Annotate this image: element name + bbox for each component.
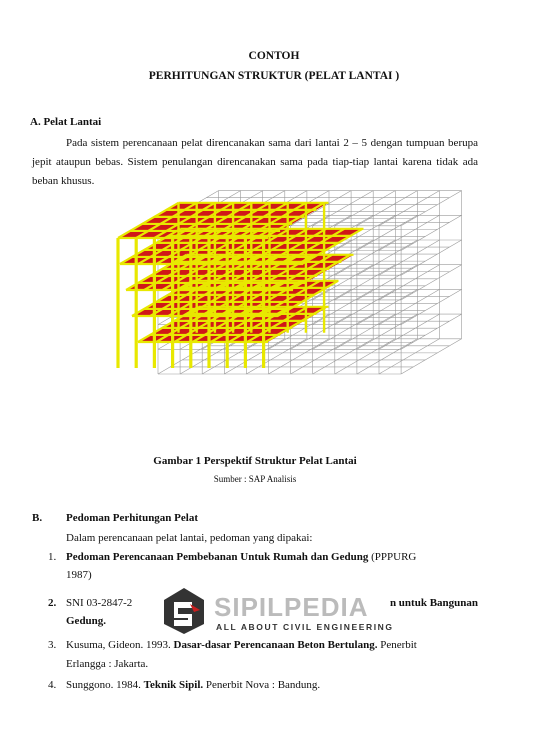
structure-3d-drawing xyxy=(100,214,414,426)
reference-detail: SNI 03-2847-2 xyxy=(66,597,133,609)
reference-author: Sunggono. 1984. xyxy=(66,679,144,691)
reference-item-1-cont: 1987) xyxy=(66,569,92,581)
document-subtitle: PERHITUNGAN STRUKTUR (PELAT LANTAI ) xyxy=(148,70,400,82)
section-b-heading: Pedoman Perhitungan Pelat xyxy=(66,512,198,524)
reference-detail: (PPPURG xyxy=(368,551,417,563)
figure-source: Sumber : SAP Analisis xyxy=(213,474,297,484)
section-b-label: B. xyxy=(32,512,43,524)
reference-item-4 xyxy=(48,676,320,694)
section-b-intro: Dalam perencanaan pelat lantai, pedoman yang dipakai: xyxy=(66,532,313,544)
figure-caption: Gambar 1 Perspektif Struktur Pelat Lantai xyxy=(153,455,357,467)
watermark-brand: SIPILPEDIA xyxy=(214,592,369,622)
sipilpedia-logo-icon xyxy=(164,588,204,634)
reference-author: Kusuma, Gideon. 1993. xyxy=(66,639,174,651)
reference-detail: Penerbit Nova : Bandung. xyxy=(203,679,321,691)
list-number: 1. xyxy=(48,551,57,563)
reference-item-3 xyxy=(48,636,478,654)
list-number: 2. xyxy=(48,597,57,609)
reference-title: Dasar-dasar Perencanaan Beton Bertulang. xyxy=(173,639,378,651)
list-number: 4. xyxy=(48,679,57,691)
document-title: CONTOH xyxy=(248,50,300,62)
reference-detail: Penerbit xyxy=(377,639,417,651)
reference-title: Teknik Sipil. xyxy=(143,679,204,691)
structure-figure xyxy=(100,214,414,426)
reference-item-3-cont: Erlangga : Jakarta. xyxy=(66,658,149,670)
watermark-tagline: ALL ABOUT CIVIL ENGINEERING xyxy=(216,622,394,632)
reference-item-2 xyxy=(48,594,132,612)
reference-title: Pedoman Perencanaan Pembebanan Untuk Rumah dan Gedung xyxy=(66,551,369,563)
reference-item-1 xyxy=(48,548,488,566)
section-a-heading: A. Pelat Lantai xyxy=(30,116,102,128)
reference-item-2-cont: Gedung. xyxy=(66,615,107,627)
section-a-paragraph: Pada sistem perencanaan pelat direncanakan sama dari lantai 2 – 5 dengan tumpuan berupa jepit ataupun bebas. Sistem penulangan direncanakan sama pada tiap-tiap lantai karena tidak ada beban khusus. xyxy=(32,137,478,187)
sipilpedia-watermark xyxy=(160,588,394,634)
list-number: 3. xyxy=(48,639,57,651)
reference-item-2-tail: n untuk Bangunan xyxy=(389,597,478,609)
